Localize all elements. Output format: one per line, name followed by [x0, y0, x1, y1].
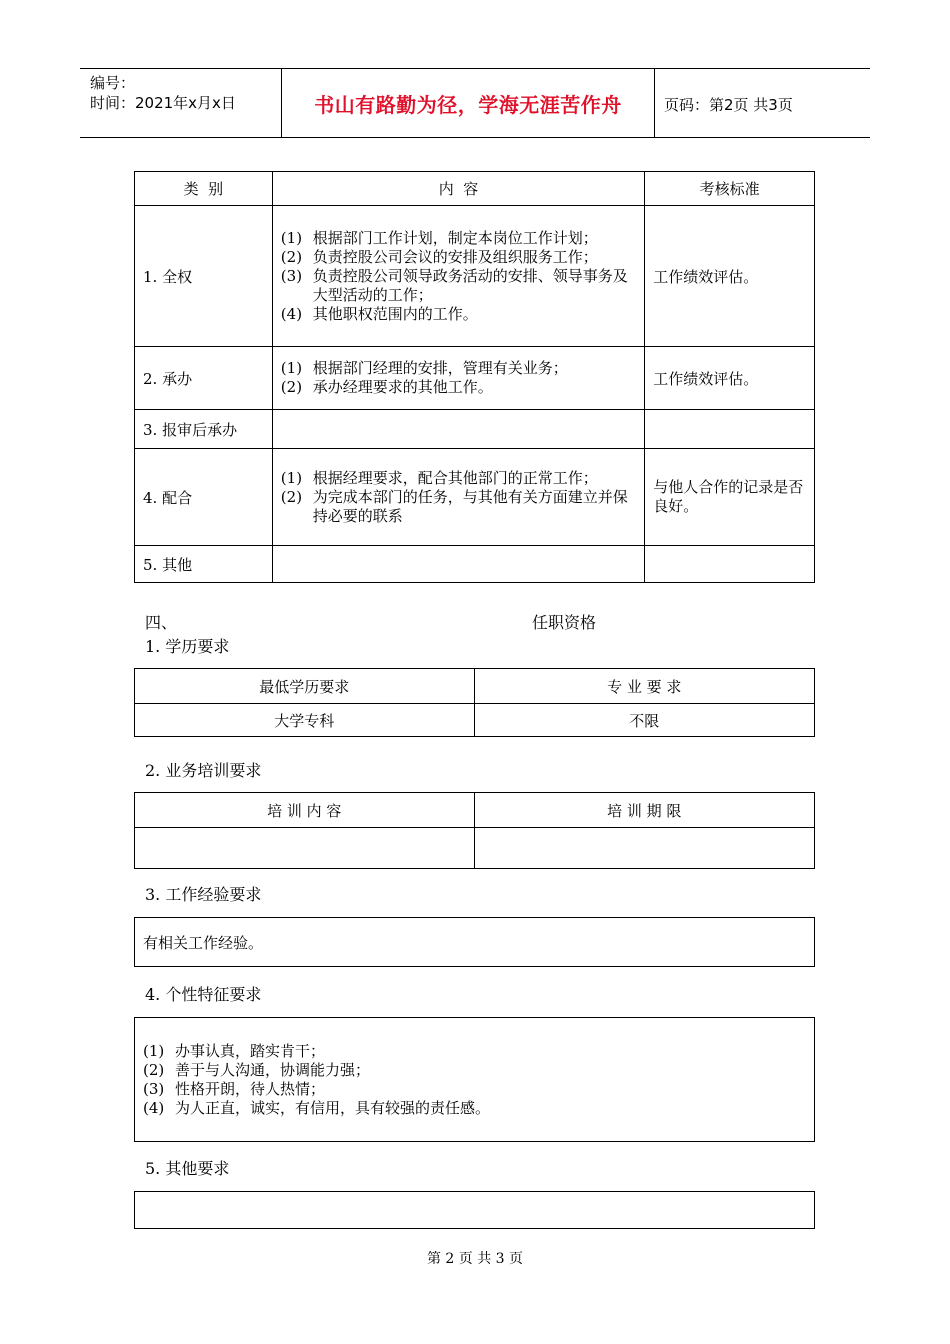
row-content [272, 347, 644, 410]
list-item: (1) 根据经理要求，配合其他部门的正常工作； [280, 468, 598, 487]
list-item: (1) 办事认真，踏实肯干； [143, 1041, 326, 1060]
section-title: 任职资格 [532, 613, 597, 632]
row-standard: 工作绩效评估。 [645, 206, 815, 347]
training-header-content: 培 训 内 容 [135, 793, 475, 828]
table-row [135, 410, 815, 449]
row-content [272, 546, 644, 583]
footer-page-number: 第 2 页 共 3 页 [426, 1251, 524, 1267]
list-item: (4) 为人正直，诚实，有信用，具有较强的责任感。 [143, 1098, 491, 1117]
other-text [135, 1192, 815, 1229]
row-content [272, 449, 644, 546]
education-header-major: 专 业 要 求 [474, 669, 815, 704]
row-content [272, 206, 644, 347]
row-category: 5. 其他 [135, 546, 273, 583]
page-header [80, 68, 870, 138]
list-item: (1) 根据部门工作计划，制定本岗位工作计划； [280, 228, 598, 247]
section-number: 四、 [145, 613, 178, 632]
header-motto: 书山有路勤为径，学海无涯苦作舟 [314, 93, 622, 117]
row-standard [645, 410, 815, 449]
row-category: 1. 全权 [135, 206, 273, 347]
personality-list [135, 1018, 815, 1142]
code-label: 编号： [90, 74, 136, 92]
training-header-period: 培 训 期 限 [474, 793, 815, 828]
education-value-major: 不限 [474, 704, 815, 737]
list-item: (2) 负责控股公司会议的安排及组织服务工作； [280, 247, 598, 266]
table-row [135, 546, 815, 583]
row-standard: 与他人合作的记录是否良好。 [645, 449, 815, 546]
other-box [134, 1191, 815, 1229]
row-content [272, 410, 644, 449]
header-page-number: 页码：第2页 共3页 [664, 96, 793, 114]
training-value-content [135, 828, 475, 869]
training-label: 2. 业务培训要求 [145, 761, 262, 780]
training-table [134, 792, 815, 869]
other-label: 5. 其他要求 [145, 1159, 230, 1178]
list-item: (2) 承办经理要求的其他工作。 [280, 378, 493, 396]
education-table [134, 668, 815, 737]
experience-text: 有相关工作经验。 [135, 918, 815, 967]
header-meta [90, 73, 236, 113]
experience-box [134, 917, 815, 967]
row-standard: 工作绩效评估。 [645, 347, 815, 410]
row-category: 2. 承办 [135, 347, 273, 410]
list-item: (1) 根据部门经理的安排，管理有关业务； [280, 359, 568, 377]
list-item: (3) 性格开朗，待人热情； [143, 1079, 326, 1098]
row-standard [645, 546, 815, 583]
list-item: (4) 其他职权范围内的工作。 [280, 304, 478, 323]
table-row [135, 449, 815, 546]
training-value-period [474, 828, 815, 869]
education-label: 1. 学历要求 [145, 637, 230, 656]
list-item: (2) 善于与人沟通，协调能力强； [143, 1060, 371, 1079]
education-value-degree: 大学专科 [135, 704, 475, 737]
list-item: (2) 为完成本部门的任务，与其他有关方面建立并保持必要的联系 [280, 487, 628, 525]
header-standard: 考核标准 [645, 172, 815, 206]
time-label: 时间：2021年x月x日 [90, 94, 236, 112]
duty-table [134, 171, 815, 583]
header-category: 类 别 [135, 172, 273, 206]
header-content: 内 容 [272, 172, 644, 206]
table-row [135, 347, 815, 410]
education-header-degree: 最低学历要求 [135, 669, 475, 704]
personality-box [134, 1017, 815, 1142]
experience-label: 3. 工作经验要求 [145, 885, 262, 904]
list-item: (3) 负责控股公司领导政务活动的安排、领导事务及大型活动的工作； [280, 266, 628, 304]
row-category: 3. 报审后承办 [135, 410, 273, 449]
row-category: 4. 配合 [135, 449, 273, 546]
duty-table-header [135, 172, 815, 206]
table-row [135, 206, 815, 347]
personality-label: 4. 个性特征要求 [145, 985, 262, 1004]
